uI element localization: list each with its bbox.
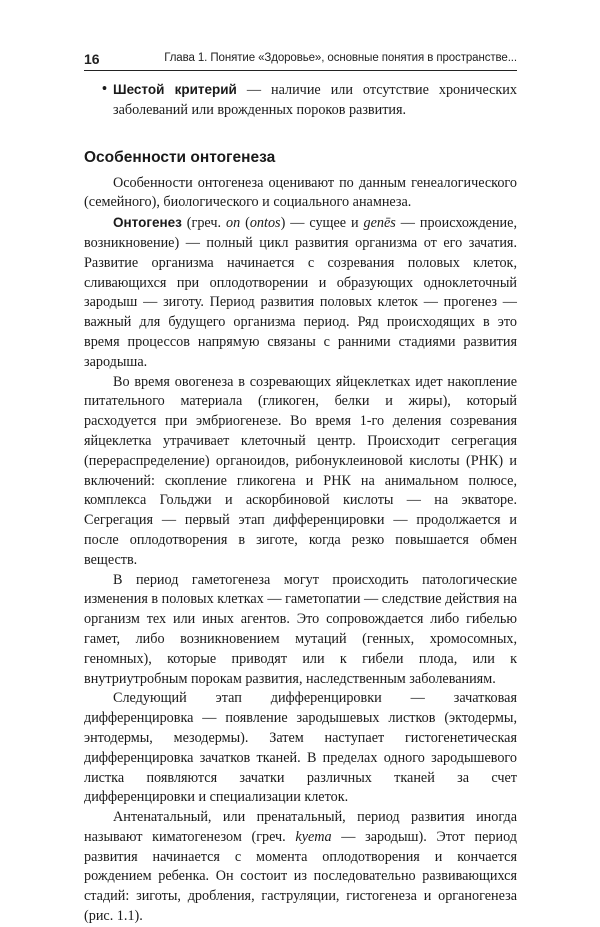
bullet-term: Шестой критерий — [113, 82, 237, 97]
paragraph-ovogenesis: Во время овогенеза в созревающих яйцеклетках идет накопление питательного материала (гликоген, белки и жиры), который расходуется при эмбриогенезе. Во время 1-го деления созревания яйцеклетка утрачивает клеточный центр. Происходит сегрегация (перераспределение) органоидов, рибонуклеиновой кислоты (РНК) и включений: скопление гликогена и РНК на анимальном полюсе, комплекса Гольджи и аскорбиновой кислоты — на экваторе. Сегрегация — первый этап дифференцировки — продолжается и после оплодотворения в зиготе, когда резко повышается обмен веществ. — [84, 373, 517, 568]
text-segment: ( — [240, 215, 250, 232]
greek-word: ontos — [249, 215, 281, 232]
bullet-text: — наличие или отсутствие хронических заболеваний или врожденных пороков развития. — [113, 82, 517, 118]
text-segment: ) — сущее и — [280, 215, 364, 232]
greek-word: on — [225, 215, 241, 232]
greek-word: kyema — [295, 828, 332, 845]
text-segment: (греч. — [181, 215, 226, 232]
chapter-title: Глава 1. Понятие «Здоровье», основные понятия в пространстве... — [164, 52, 517, 64]
greek-word: genēs — [363, 215, 396, 232]
paragraph-intro: Особенности онтогенеза оценивают по данным генеалогического (семейного), биологического и социального анамнеза. — [84, 174, 517, 211]
text-segment: — зародыш). Этот период развития начинается с момента оплодотворения и кончается рождением ребенка. Он состоит из последовательно развивающихся стадий: зиготы, дробления, гаструляции, гистогенеза и органогенеза (рис. 1.1). — [84, 828, 518, 925]
paragraph-antenatal — [84, 808, 517, 927]
text-segment: Антенатальный, или пренатальный, период развития иногда называют киматогенезом (греч. — [84, 809, 517, 845]
running-header — [84, 48, 517, 71]
page-body — [84, 80, 517, 927]
paragraph-differentiation: Следующий этап дифференцировки — зачатковая дифференцировка — появление зародышевых листков (эктодермы, энтодермы, мезодермы). Затем наступает гистогенетическая дифференцировка зачатков тканей. В пределах одного зародышевого листка появляются зачатки различных тканей за счет дифференцировки и специализации клеток. — [84, 690, 517, 806]
paragraph-ontogenesis-definition — [84, 213, 517, 372]
bullet-icon: • — [102, 81, 107, 97]
paragraph-gametogenesis: В период гаметогенеза могут происходить патологические изменения в половых клетках — гаметопатии — следствие действия на организм тех или иных агентов. Это сопровождается либо гибелью гамет, либо возникновением мутаций (генных, хромосомных, геномных), которые приводят или к гибели плода, или к внутриутробным порокам развития, наследственным заболеваниям. — [84, 571, 517, 687]
section-heading: Особенности онтогенеза — [84, 148, 276, 166]
ontogenesis-term: Онтогенез — [113, 215, 182, 231]
page-number: 16 — [84, 51, 100, 67]
criterion-bullet — [84, 80, 517, 121]
text-segment: — происхождение, возникновение) — полный цикл развития организма от его зачатия. Развитие организма начинается с созревания половых клеток, сливающихся при оплодотворении и образующих одноклеточный зародыш — зиготу. Период развития половых клеток — прогенез — важный для будущего организма период. Ряд происходящих в это время процессов напрямую связаны с ранними стадиями развития зародыша. — [84, 215, 517, 370]
